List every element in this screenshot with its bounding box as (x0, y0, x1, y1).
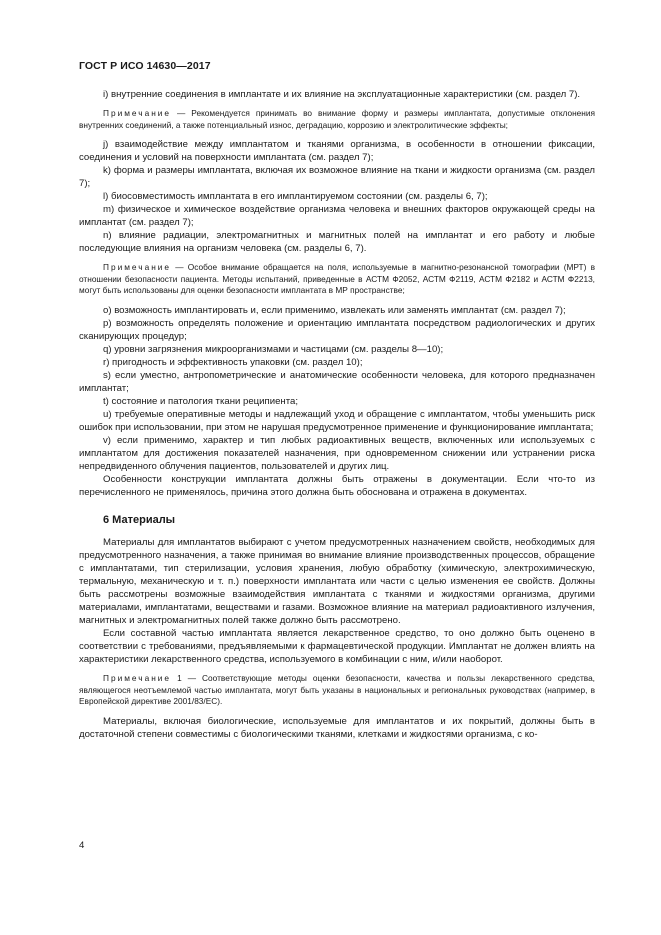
list-item-u: u) требуемые оперативные методы и надлежащий уход и обращение с имплантатом, чтобы уменьшить риск ошибок при использовании, при этом не нарушая предусмотренное применение и функционирование имплантата; (79, 408, 595, 433)
note-label: Примечание (103, 672, 172, 683)
paragraph-materials-selection: Материалы для имплантатов выбирают с учетом предусмотренных назначением свойств, необходимых для предусмотренного назначения, а также принимая во внимание влияние производственных процессов, обращение с имплантатами, тип стерилизации, условия хранения, любую обработку (химическую, электрохимическую, термальную, механическую и т. п.) поверхности имплантата или части с целью изменения ее свойств. Должны быть рассмотрены возможные взаимодействия имплантата с тканями и жидкостями организма, другими материалами, имплантатами, веществами и газами. Возможное влияние на материал радиоактивного излучения, магнитных и электромагнитных полей также должно быть рассмотрено. (79, 536, 595, 626)
list-item-m: m) физическое и химическое воздействие организма человека и внешних факторов окружающей среды на имплантат (см. раздел 7); (79, 204, 595, 229)
document-header: ГОСТ Р ИСО 14630—2017 (79, 60, 211, 72)
note-implant-joints (79, 108, 595, 131)
note-medicinal-evaluation (79, 673, 595, 708)
list-item-i: i) внутренние соединения в имплантате и их влияние на эксплуатационные характеристики (см. раздел 7). (103, 89, 581, 100)
paragraph-design-features: Особенности конструкции имплантата должны быть отражены в документации. Если что-то из перечисленного не применялось, причина этого должна быть обоснована и отражена в документах. (79, 473, 595, 498)
list-item-p: p) возможность определять положение и ориентацию имплантата посредством радиологических и других сканирующих процедур; (79, 317, 595, 342)
note-label: Примечание (103, 108, 172, 118)
section-heading-materials: 6 Материалы (103, 513, 176, 526)
list-item-v: v) если применимо, характер и тип любых радиоактивных веществ, включенных или используемых с имплантатом для достижения показателей назначения, при одновременном снижении или устранении риска непредвиденного облучения пациентов, пользователей и других лиц. (79, 434, 595, 472)
list-item-j: j) взаимодействие между имплантатом и тканями организма, в особенности в отношении фиксации, соединения и условий на поверхности имплантата (см. раздел 7); (79, 139, 595, 164)
list-item-l: l) биосовместимость имплантата в его имплантируемом состоянии (см. разделы 6, 7); (103, 191, 488, 203)
note-mri (79, 262, 595, 297)
note-text: — Рекомендуется принимать во внимание форму и размеры имплантата, допустимые отклонения внутренних соединений, а также потенциальный износ, деградацию, коррозию и электролитические эффекты; (79, 108, 595, 130)
note-text: 1 — Соответствующие методы оценки безопасности, качества и пользы лекарственного средства, являющегося неотъемлемой частью имплантата, могут быть указаны в национальных и региональных руководствах (например, в Европейской директиве 2001/83/EC). (79, 672, 595, 707)
list-item-s: s) если уместно, антропометрические и анатомические особенности человека, для которого предназначен имплантат; (79, 369, 595, 394)
paragraph-biocompatibility: Материалы, включая биологические, используемые для имплантатов и их покрытий, должны быть в достаточной степени совместимы с биологическими тканями, клетками и жидкостями организма, с ко- (79, 715, 595, 740)
list-item-t: t) состояние и патология ткани реципиента; (103, 395, 299, 407)
page-number: 4 (79, 840, 85, 851)
document-body (79, 88, 595, 741)
paragraph-medicinal-substance: Если составной частью имплантата является лекарственное средство, то оно должно быть оценено в соответствии с требованиями, предъявляемыми к фармацевтической продукции. Имплантат не должен влиять на характеристики лекарственного средства, используемого в комбинации с ним, и/или наоборот. (79, 627, 595, 665)
note-text: — Особое внимание обращается на поля, используемые в магнитно-резонансной томографии (МРТ) в отношении безопасности пациента. Методы испытаний, приведенные в АСТМ Ф2052, АСТМ Ф2119, АСТМ Ф2182 и АСТМ Ф2213, могут быть использованы для оценки безопасности имплантата в МР пространстве; (79, 262, 595, 296)
list-item-r: r) пригодность и эффективность упаковки (см. раздел 10); (103, 356, 363, 368)
list-item-q: q) уровни загрязнения микроорганизмами и частицами (см. разделы 8—10); (103, 343, 444, 355)
list-item-k: k) форма и размеры имплантата, включая их возможное влияние на ткани и жидкости организма (см. раздел 7); (79, 165, 595, 190)
list-item-n: n) влияние радиации, электромагнитных и магнитных полей на имплантат и его работу и любые последующие влияния на организм человека (см. разделы 6, 7). (79, 230, 595, 255)
note-label: Примечание (103, 262, 172, 273)
list-item-o: o) возможность имплантировать и, если применимо, извлекать или заменять имплантат (см. раздел 7); (103, 304, 566, 316)
